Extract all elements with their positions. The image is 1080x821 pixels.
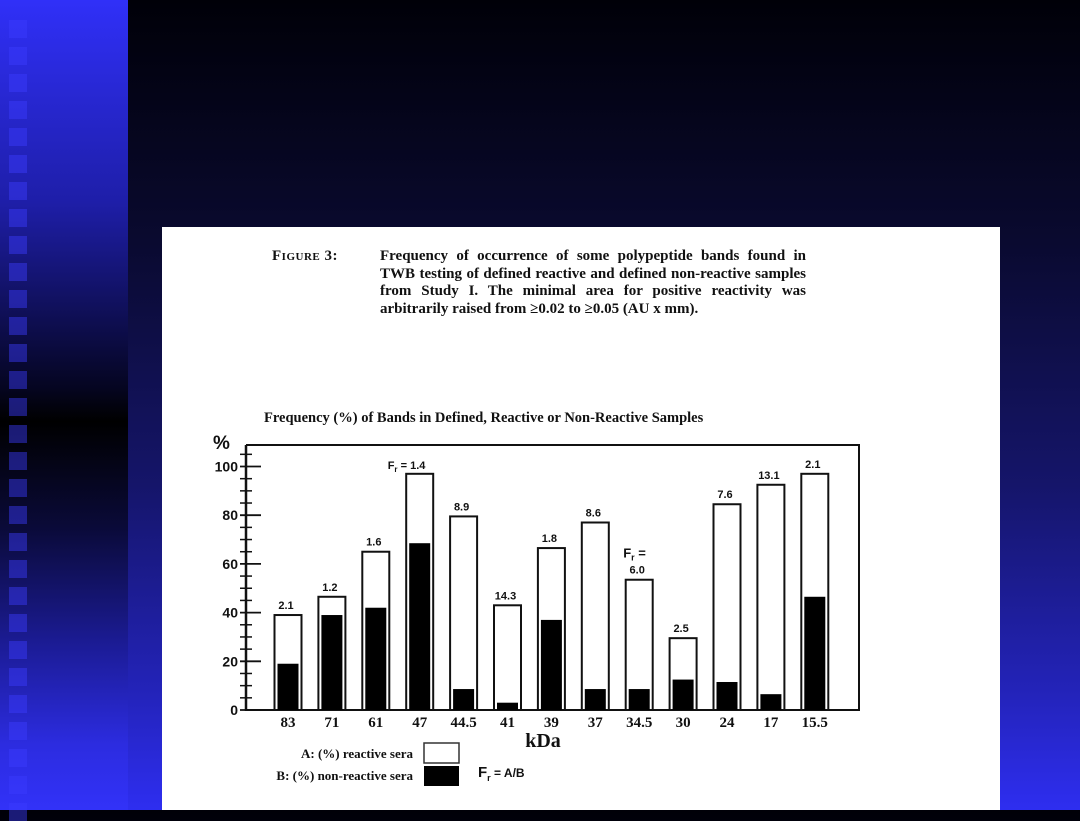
y-tick-label: 100 [214, 458, 238, 475]
x-tick-label: 17 [763, 715, 779, 731]
bar-nonreactive-44.5 [453, 689, 474, 710]
fr-annotation: $F_r = 1.4$ [387, 459, 426, 474]
bar-nonreactive-39 [541, 620, 562, 710]
fr-annotation: 1.2 [322, 581, 338, 594]
x-tick-label: 15.5 [801, 715, 828, 731]
fr-annotation: 2.1 [805, 458, 821, 471]
bar-reactive-37 [582, 523, 609, 710]
figure-caption-text: Frequency of occurrence of some polypeptide bands found in TWB testing of defined reactive and defined non-reactive samples from Study I. The minimal area for positive reactivity was arbitrarily raised from ≥0.02 to ≥0.05 (AU x mm). [380, 248, 806, 317]
legend-swatch-nonreactive [424, 766, 459, 786]
bar-reactive-17 [757, 485, 784, 710]
bar-nonreactive-34.5 [629, 689, 650, 710]
fr-annotation: 7.6 [717, 489, 733, 502]
bar-nonreactive-37 [585, 689, 606, 710]
bar-nonreactive-17 [760, 694, 781, 710]
bar-nonreactive-41 [497, 703, 518, 710]
fr-annotation: 8.6 [585, 507, 601, 520]
x-tick-label: 44.5 [450, 715, 477, 731]
y-tick-label: 0 [230, 702, 238, 718]
fr-annotation: 2.5 [673, 623, 689, 636]
x-tick-label: 39 [543, 715, 559, 731]
fr-annotation: 2.1 [278, 600, 294, 613]
legend-label-nonreactive: B: (%) non-reactive sera [276, 768, 413, 783]
x-axis-label: kDa [525, 730, 561, 752]
x-tick-label: 71 [324, 715, 340, 731]
bar-reactive-44.5 [450, 516, 477, 710]
y-tick-label: 40 [222, 604, 238, 621]
fr-annotation: 6.0 [629, 564, 645, 577]
fr-annotation-prefix: $F_r$ = [623, 545, 646, 563]
y-tick-label: 80 [222, 507, 238, 524]
x-tick-label: 30 [675, 715, 691, 731]
y-tick-label: 60 [222, 555, 238, 572]
fr-annotation: 13.1 [758, 469, 780, 482]
bar-nonreactive-30 [673, 680, 694, 710]
x-tick-label: 34.5 [626, 715, 653, 731]
x-tick-label: 24 [719, 715, 735, 731]
figure-caption-label: Figure 3: [272, 248, 338, 264]
y-tick-label: 20 [222, 653, 238, 670]
bar-nonreactive-24 [717, 682, 738, 710]
fr-annotation: 8.9 [453, 501, 470, 514]
y-axis-label: % [213, 433, 230, 454]
legend-swatch-reactive [424, 743, 459, 763]
bar-nonreactive-61 [365, 608, 386, 710]
bar-nonreactive-15.5 [804, 597, 825, 710]
x-tick-label: 47 [412, 715, 428, 731]
bar-nonreactive-47 [409, 543, 430, 710]
x-tick-label: 61 [368, 715, 384, 731]
x-tick-label: 41 [500, 715, 515, 731]
bar-nonreactive-71 [321, 615, 342, 710]
fr-annotation: 1.6 [366, 536, 382, 549]
chart-title: Frequency (%) of Bands in Defined, Reactive or Non-Reactive Samples [264, 410, 704, 426]
bar-reactive-24 [714, 504, 741, 710]
fr-annotation: 14.3 [494, 590, 517, 603]
fr-annotation: 1.8 [541, 533, 558, 546]
bar-reactive-41 [494, 605, 521, 710]
x-tick-label: 83 [280, 715, 296, 731]
bar-nonreactive-83 [278, 664, 299, 710]
x-tick-label: 37 [587, 715, 603, 731]
legend-label-reactive: A: (%) reactive sera [300, 746, 413, 761]
legend-formula: $F_r = A/B$ [478, 764, 525, 783]
